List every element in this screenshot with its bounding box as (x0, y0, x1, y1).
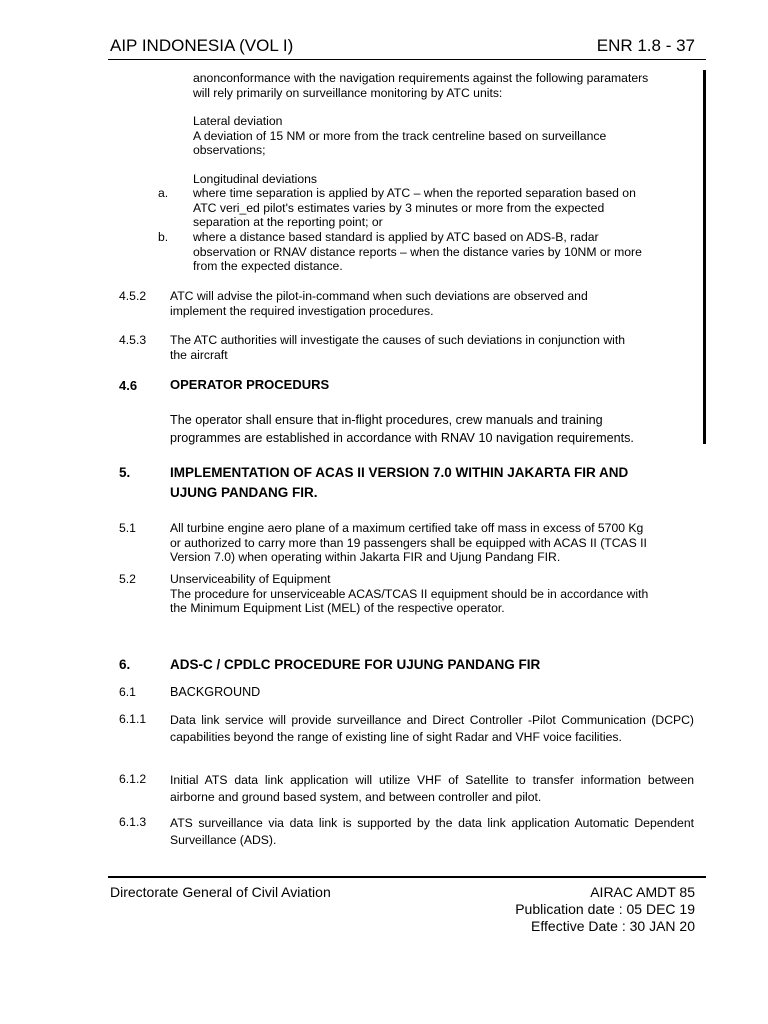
section-5-1-text (170, 521, 647, 565)
section-4-5-2-text (170, 289, 588, 318)
heading-line: IMPLEMENTATION OF ACAS II VERSION 7.0 WITHIN JAKARTA FIR AND (170, 465, 629, 480)
para-line: programmes are established in accordance with RNAV 10 navigation requirements. (170, 431, 634, 445)
footer-rule (108, 876, 706, 878)
heading-line: UJUNG PANDANG FIR. (170, 485, 318, 500)
item-line: where a distance based standard is applied by ATC based on ADS-B, radar (193, 230, 599, 244)
section-number-6-1: 6.1 (119, 685, 136, 699)
section-number-4-5-2: 4.5.2 (119, 289, 147, 303)
section-6-1-3-text: ATS surveillance via data link is supported by the data link application Automatic Dependent Surveillance (ADS). (170, 816, 694, 847)
section-4-6-text (170, 411, 634, 447)
section-number-5-2: 5.2 (119, 572, 136, 586)
para-line: All turbine engine aero plane of a maximum certified take off mass in excess of 5700 Kg (170, 521, 644, 535)
section-6-1-1-text: Data link service will provide surveillance and Direct Controller -Pilot Communication (DCPC) capabilities beyond the range of existing line of sight Radar and VHF voice facilities. (170, 713, 694, 744)
section-number-6-1-1: 6.1.1 (119, 712, 147, 726)
header-rule (108, 59, 706, 60)
header-page-ref: ENR 1.8 - 37 (596, 36, 695, 55)
section-6-1-2-text: Initial ATS data link application will utilize VHF of Satellite to transfer information between airborne and ground based system, and between controller and pilot. (170, 773, 694, 804)
para-line: implement the required investigation procedures. (170, 303, 434, 318)
section-4-5-3-text (170, 333, 625, 362)
section-number-4-5-3: 4.5.3 (119, 333, 147, 347)
lateral-line: observations; (193, 143, 266, 157)
para-line: the Minimum Equipment List (MEL) of the respective operator. (170, 601, 505, 615)
item-line: ATC veri_ed pilot's estimates varies by 3 minutes or more from the expected (193, 200, 605, 215)
para-line: or authorized to carry more than 19 passengers shall be equipped with ACAS II (TCAS II (170, 535, 647, 550)
section-number-5-1: 5.1 (119, 521, 136, 535)
header-title: AIP INDONESIA (VOL I) (110, 36, 294, 55)
section-number-5: 5. (119, 465, 131, 480)
section-5-heading (170, 463, 628, 503)
item-line: where time separation is applied by ATC – when the reported separation based on (193, 186, 636, 200)
section-4-6-heading: OPERATOR PROCEDURS (170, 377, 330, 392)
publication-date: Publication date : 05 DEC 19 (515, 901, 695, 917)
item-letter-a: a. (158, 186, 169, 200)
subsection-title: Unserviceability of Equipment (170, 572, 331, 586)
intro-paragraph (193, 71, 648, 100)
effective-date: Effective Date : 30 JAN 20 (531, 918, 695, 934)
footer-organization: Directorate General of Civil Aviation (110, 884, 331, 900)
lateral-deviation (193, 114, 606, 158)
footer-publication-info (515, 884, 695, 935)
intro-line: will rely primarily on surveillance monitoring by ATC units: (193, 85, 503, 100)
airac-amendment: AIRAC AMDT 85 (590, 884, 695, 900)
section-number-6: 6. (119, 657, 131, 672)
para-line: the aircraft (170, 347, 228, 362)
change-bar (703, 70, 706, 444)
para-line: ATC will advise the pilot-in-command when such deviations are observed and (170, 289, 588, 303)
longitudinal-item-a (193, 186, 636, 230)
longitudinal-item-b (193, 230, 642, 274)
intro-line: anonconformance with the navigation requirements against the following paramaters (193, 71, 649, 85)
para-line: Version 7.0) when operating within Jakarta FIR and Ujung Pandang FIR. (170, 550, 561, 564)
section-number-4-6: 4.6 (119, 378, 138, 393)
lateral-line: A deviation of 15 NM or more from the track centreline based on surveillance (193, 128, 607, 143)
section-number-6-1-3: 6.1.3 (119, 815, 147, 829)
section-5-2-text (170, 572, 648, 616)
section-6-1-heading: BACKGROUND (170, 685, 261, 699)
section-number-6-1-2: 6.1.2 (119, 772, 147, 786)
para-line: The operator shall ensure that in-flight procedures, crew manuals and training (170, 413, 603, 427)
item-letter-b: b. (158, 230, 169, 244)
para-line: The ATC authorities will investigate the causes of such deviations in conjunction with (170, 333, 626, 347)
longitudinal-title: Longitudinal deviations (193, 172, 317, 186)
item-line: from the expected distance. (193, 259, 343, 273)
para-line: The procedure for unserviceable ACAS/TCAS II equipment should be in accordance with (170, 586, 649, 601)
lateral-title: Lateral deviation (193, 114, 283, 128)
item-line: observation or RNAV distance reports – when the distance varies by 10NM or more (193, 244, 642, 259)
section-6-heading: ADS-C / CPDLC PROCEDURE FOR UJUNG PANDANG FIR (170, 657, 541, 672)
item-line: separation at the reporting point; or (193, 215, 383, 229)
